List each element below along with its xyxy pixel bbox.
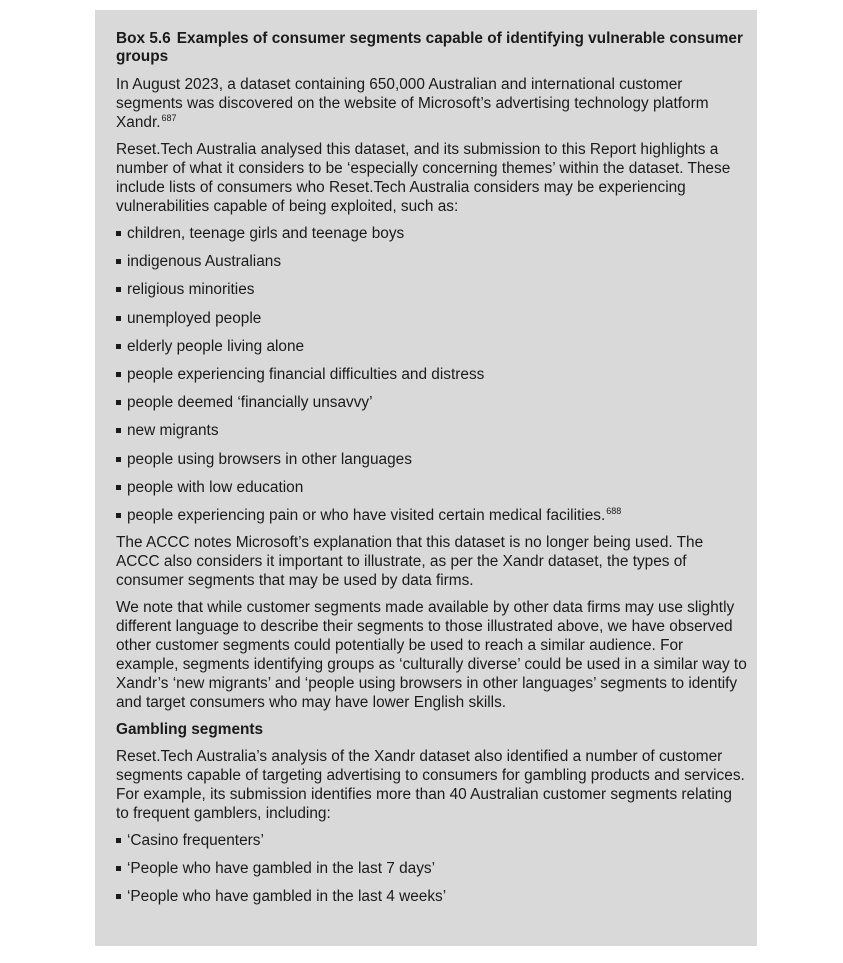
list-item: people with low education (116, 478, 747, 497)
box-number: Box 5.6 (116, 30, 171, 47)
list-item (116, 506, 747, 525)
accc-note-paragraph: The ACCC notes Microsoft’s explanation that this dataset is no longer being used. The ACCC also considers it important to illustrate, as per the Xandr dataset, the types of consumer segments that may be used by data firms. (116, 533, 704, 589)
list-item: people experiencing financial difficulties and distress (116, 365, 747, 384)
footnote-687: 687 (161, 113, 177, 123)
list-item: people deemed ‘financially unsavvy’ (116, 393, 747, 412)
list-item: indigenous Australians (116, 252, 747, 271)
analysis-paragraph: Reset.Tech Australia analysed this dataset, and its submission to this Report highlights a number of what it considers to be ‘especially concerning themes’ within the dataset. These include lists of consumers who Reset.Tech Australia considers may be experiencing vulnerabilities capable of being exploited, such as: (116, 141, 731, 215)
list-item: new migrants (116, 421, 747, 440)
box-title (116, 30, 747, 66)
footnote-688: 688 (606, 505, 622, 516)
vulnerable-groups-list (116, 224, 747, 525)
list-item: elderly people living alone (116, 337, 747, 356)
intro-paragraph (116, 75, 747, 132)
gambling-heading: Gambling segments (116, 720, 264, 738)
box-5-6 (95, 10, 757, 946)
list-item: people using browsers in other languages (116, 450, 747, 469)
gambling-list (116, 831, 747, 906)
box-title-text: Examples of consumer segments capable of identifying vulnerable consumer groups (116, 30, 743, 65)
observation-paragraph: We note that while customer segments made available by other data firms may use slightly different language to describe their segments to those illustrated above, we have observed other customer segments could potentially be used to reach a similar audience. For example, segments identifying groups as ‘culturally diverse’ could be used in a similar way to Xandr’s ‘new migrants’ and ‘people using browsers in other languages’ segments to identify and target consumers who may have lower English skills. (116, 598, 747, 711)
list-item: ‘People who have gambled in the last 4 weeks’ (116, 887, 747, 906)
list-item: religious minorities (116, 280, 747, 299)
list-item-text: people experiencing pain or who have visited certain medical facilities. (127, 506, 606, 524)
list-item: unemployed people (116, 309, 747, 328)
gambling-paragraph: Reset.Tech Australia’s analysis of the Xandr dataset also identified a number of customer segments capable of targeting advertising to consumers for gambling products and services. For example, its submission identifies more than 40 Australian customer segments relating to frequent gamblers, including: (116, 747, 745, 822)
list-item: ‘People who have gambled in the last 7 days’ (116, 859, 747, 878)
list-item: ‘Casino frequenters’ (116, 831, 747, 850)
intro-text: In August 2023, a dataset containing 650,000 Australian and international customer segments was discovered on the website of Microsoft’s advertising technology platform Xandr. (116, 76, 709, 131)
list-item: children, teenage girls and teenage boys (116, 224, 747, 243)
